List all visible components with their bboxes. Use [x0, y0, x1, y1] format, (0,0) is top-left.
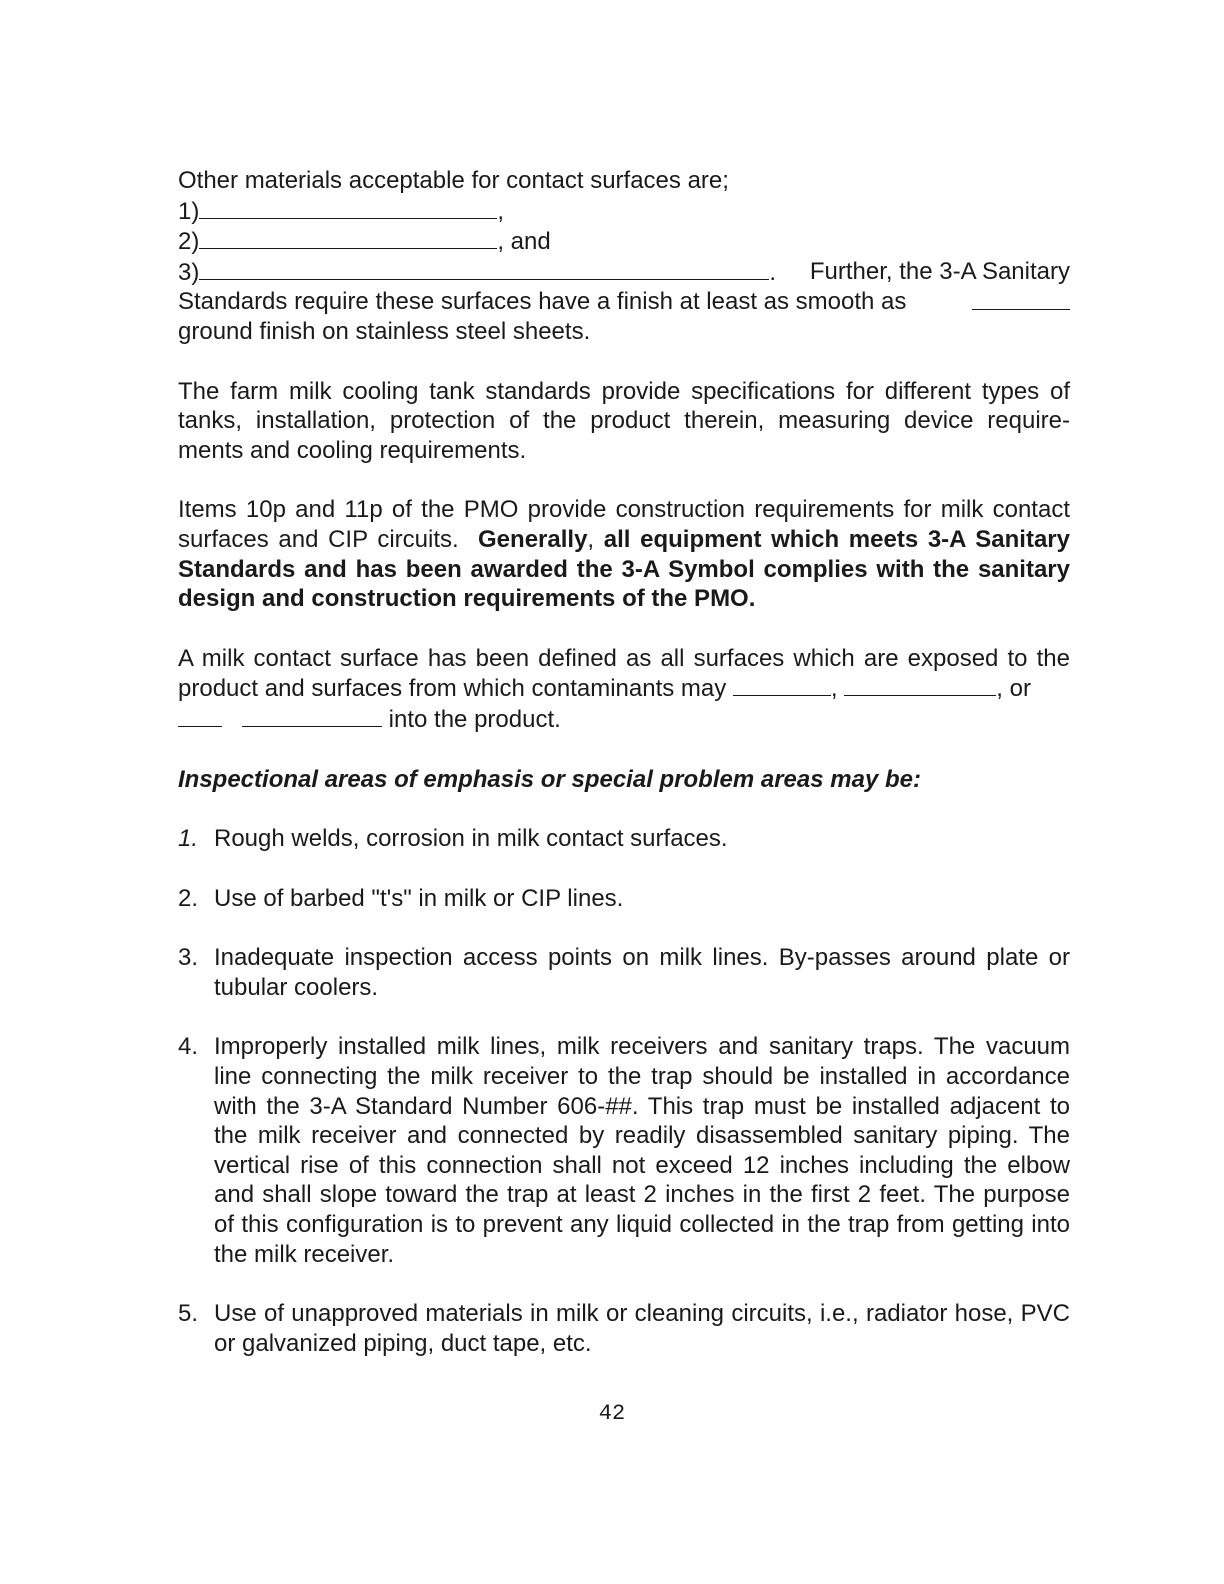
pmo-bold-statement: all equipment which meets 3-A Sanitary Standards and has been awarded the 3-A Symbol complies with the sanitary design and construction requirements of the PMO.	[178, 525, 1070, 613]
finish-line-end: ground finish on stainless steel sheets.	[178, 317, 591, 345]
finish-text: Standards require these surfaces have a finish at least as smooth as	[178, 288, 907, 316]
section-heading: Inspectional areas of emphasis or special problem areas may be:	[178, 765, 921, 793]
list-item-text: Use of unapproved materials in milk or cleaning circuits, i.e., radiator hose, PVC or galvanized piping, duct tape, etc.	[214, 1300, 1070, 1357]
list-item-number: 2.	[178, 884, 199, 912]
list-item	[178, 943, 1070, 1002]
fill-in-blank-contact-4	[242, 704, 382, 727]
list-item	[178, 1032, 1070, 1269]
contact-sep-2: , or	[996, 675, 1031, 703]
fill-in-blank-2	[199, 226, 497, 249]
blank-line-2	[178, 226, 1070, 257]
list-item	[178, 884, 1070, 914]
standards-lead: Further, the 3-A Sanitary	[809, 257, 1070, 285]
fill-in-blank-1	[199, 196, 497, 219]
tank-paragraph: The farm milk cooling tank standards provide specifications for different types of tanks, installation, protection of the product therein, measuring device require-ments and cooling requirements.	[178, 377, 1070, 464]
fill-in-blank-3	[199, 257, 769, 280]
contact-line-end	[178, 704, 1070, 735]
blank-label-1: 1)	[178, 197, 200, 225]
fill-in-blank-contact-1	[733, 673, 831, 696]
blank-suffix-1: ,	[497, 197, 505, 225]
fill-in-blank-finish	[972, 287, 1070, 310]
intro-line: Other materials acceptable for contact surfaces are;	[178, 167, 729, 194]
contact-text: A milk contact surface has been defined as all surfaces which are exposed to the product and surfaces from which contaminants may	[178, 644, 1070, 703]
list-item-number: 5.	[178, 1300, 199, 1328]
blank-line-3	[178, 257, 1070, 288]
pmo-comma: ,	[587, 525, 595, 553]
page-number: 42	[598, 1401, 626, 1426]
finish-line	[178, 287, 1070, 317]
list-item-number: 3.	[178, 944, 199, 972]
blank-label-2: 2)	[178, 228, 200, 256]
list-item-number: 1.	[178, 825, 199, 853]
blank-suffix-3: .	[769, 258, 777, 286]
list-item-text: Improperly installed milk lines, milk receivers and sanitary traps. The vacuum line connecting the milk receiver to the trap should be installed in accordance with the 3-A Standard Number 606-##. This trap must be installed adjacent to the milk receiver and connected by readily disassembled sanitary piping. The vertical rise of this connection shall not exceed 12 inches including the elbow and shall slope toward the trap at least 2 inches in the first 2 feet. The purpose of this configuration is to prevent any liquid collected in the trap from getting into the milk receiver.	[214, 1033, 1070, 1268]
pmo-text: Items 10p and 11p of the PMO provide construction requirements for milk contact surfaces and CIP circuits.	[178, 496, 1070, 553]
list-item-number: 4.	[178, 1033, 199, 1061]
pmo-generally: Generally	[478, 525, 588, 553]
contact-paragraph	[178, 644, 1070, 704]
blank-label-3: 3)	[178, 258, 200, 286]
list-item-text: Use of barbed "t's" in milk or CIP lines.	[214, 884, 624, 912]
fill-in-blank-contact-3	[178, 704, 222, 727]
list-item	[178, 1299, 1070, 1358]
document-page	[178, 166, 1070, 1358]
list-item-text: Rough welds, corrosion in milk contact surfaces.	[214, 825, 728, 853]
blank-suffix-2: , and	[497, 228, 551, 256]
contact-end: into the product.	[388, 705, 561, 733]
contact-sep-1: ,	[830, 675, 838, 703]
blank-line-1	[178, 196, 1070, 227]
fill-in-blank-contact-2	[844, 673, 996, 696]
pmo-paragraph	[178, 495, 1070, 613]
list-item	[178, 824, 1070, 854]
list-item-text: Inadequate inspection access points on milk lines. By-passes around plate or tubular coolers.	[214, 944, 1070, 1001]
